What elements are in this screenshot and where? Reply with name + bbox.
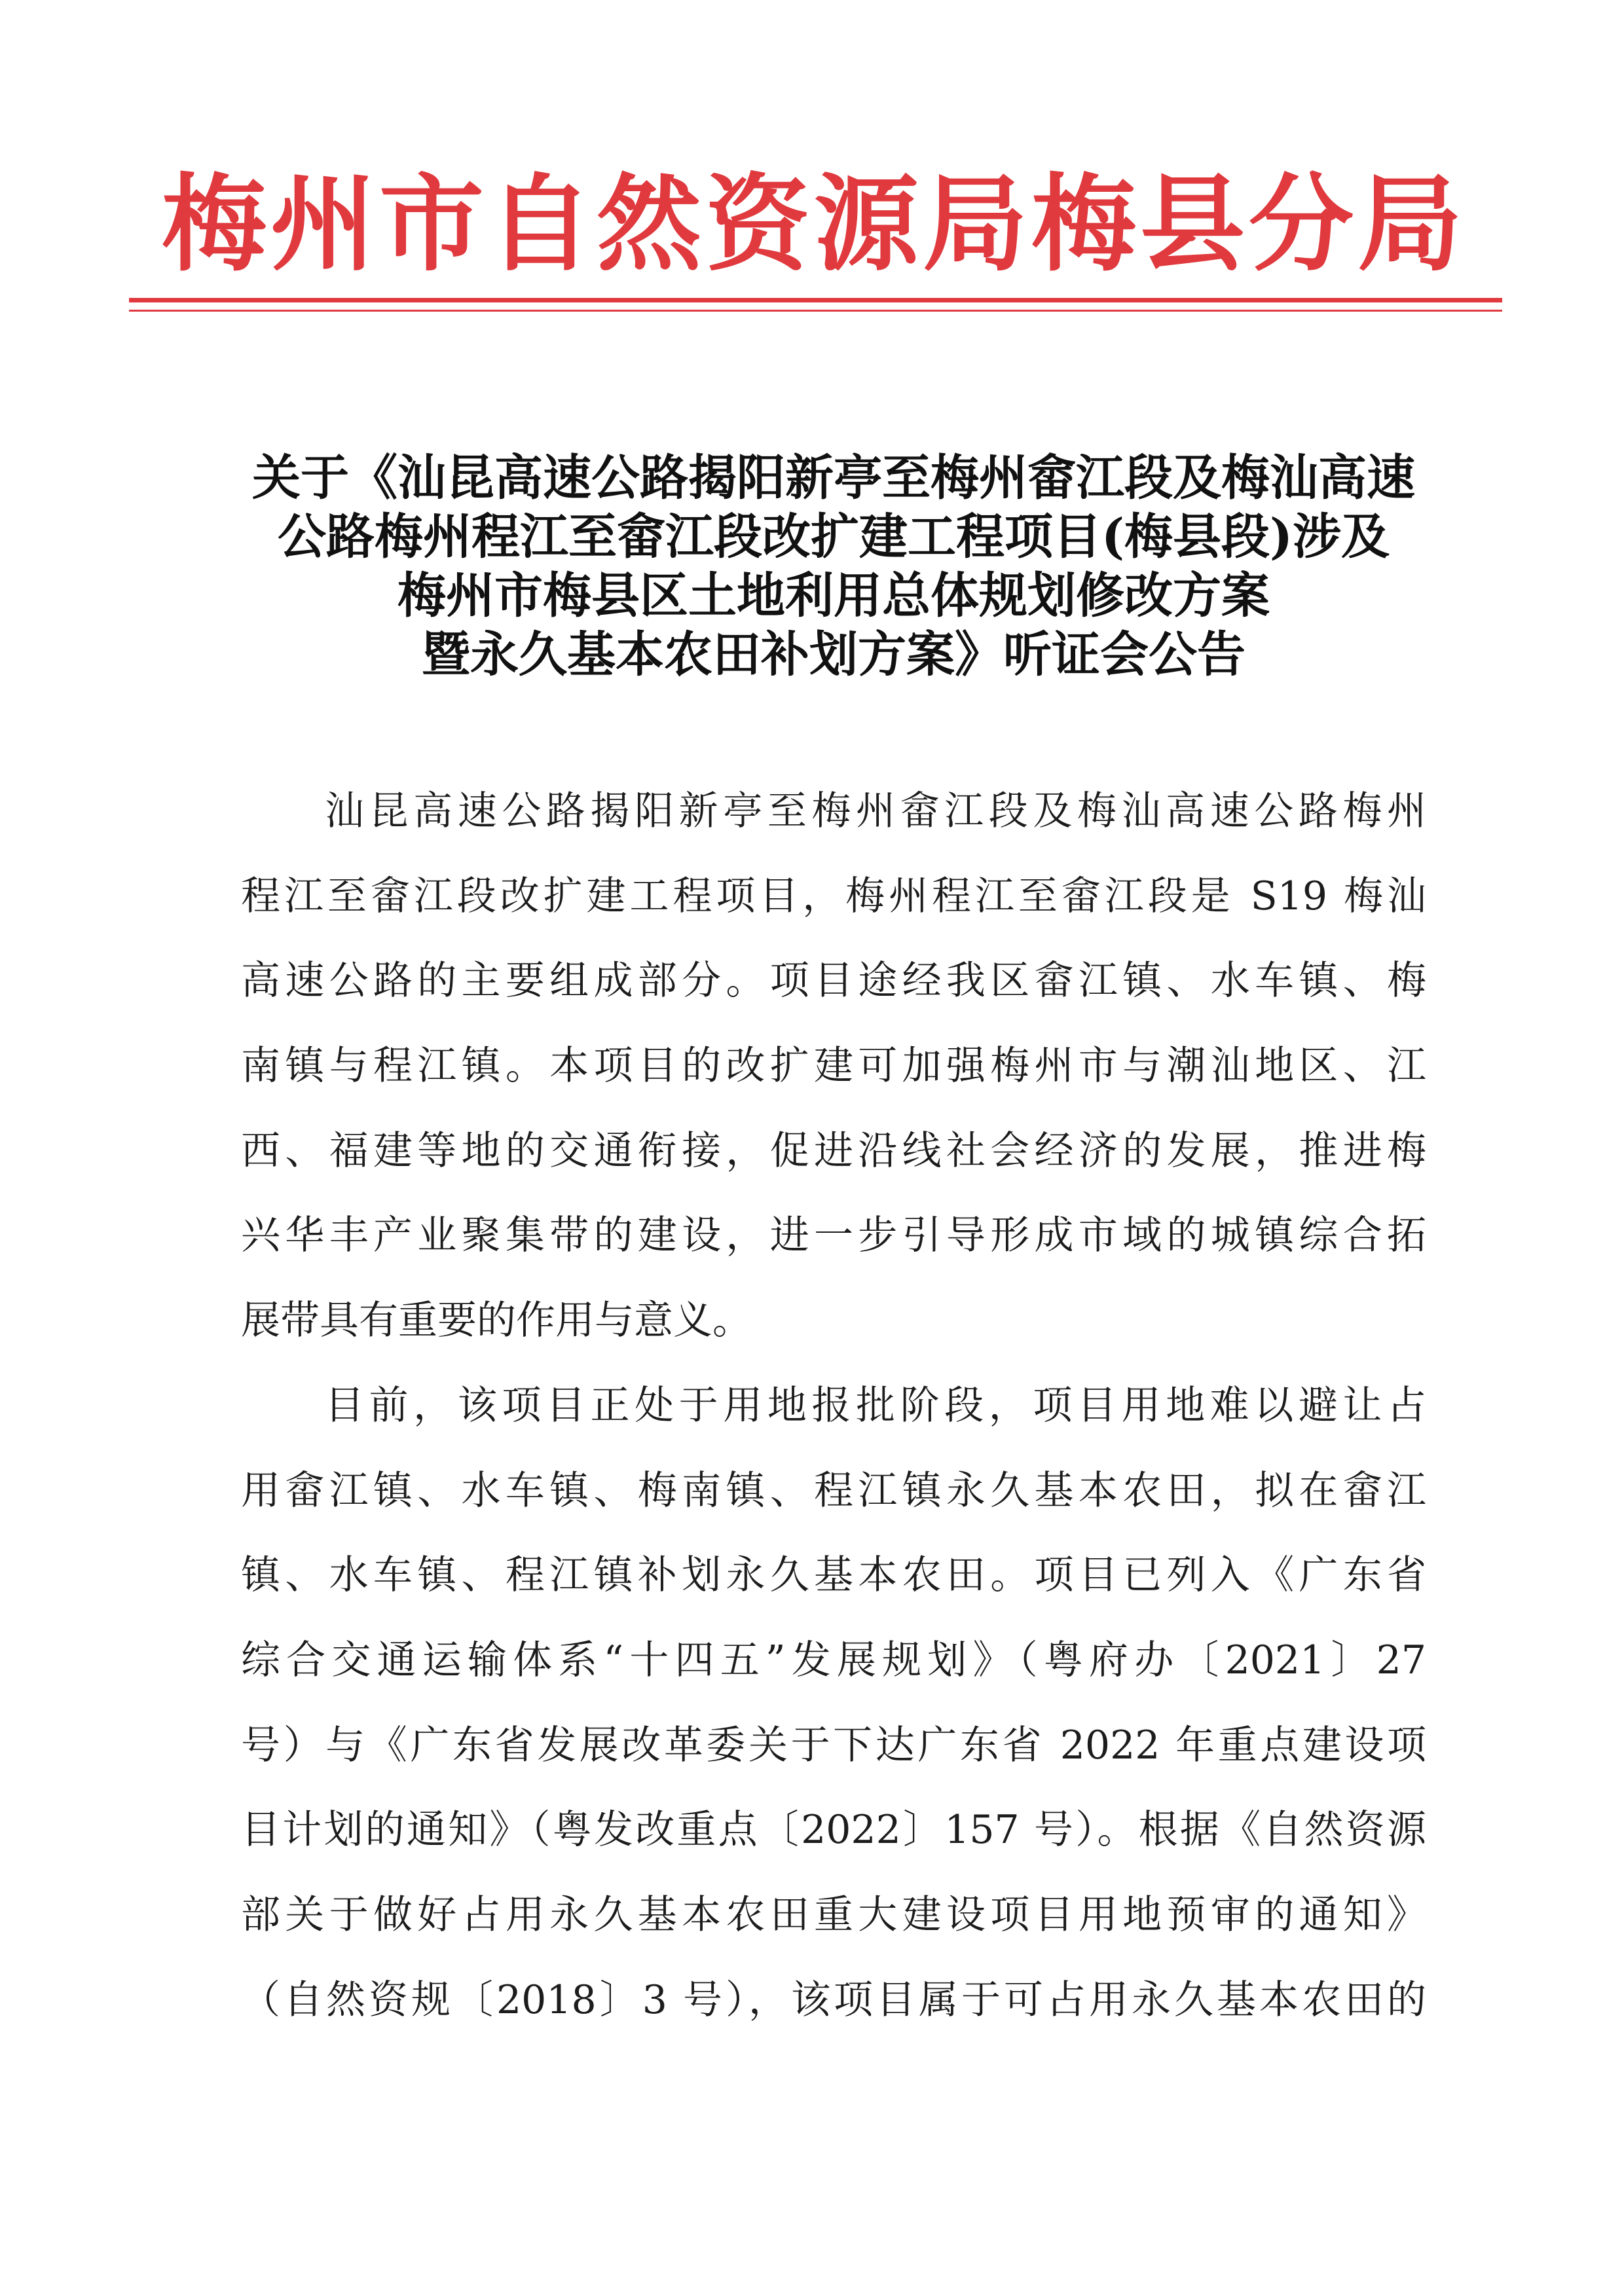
- body-line: 南镇与程江镇。本项目的改扩建可加强梅州市与潮汕地区、江: [241, 1043, 1426, 1089]
- body-line: 汕昆高速公路揭阳新亭至梅州畲江段及梅汕高速公路梅州: [325, 788, 1426, 834]
- body-line: 部关于做好占用永久基本农田重大建设项目用地预审的通知》: [241, 1891, 1426, 1938]
- title-line: 暨永久基本农田补划方案》听证会公告: [422, 627, 1246, 683]
- body-line: 高速公路的主要组成部分。项目途经我区畲江镇、水车镇、梅: [241, 958, 1426, 1004]
- announcement-title: [212, 448, 1456, 684]
- letterhead-rule-thick: [129, 298, 1502, 302]
- body-line: （自然资规〔2018〕3 号），该项目属于可占用永久基本农田的: [241, 1977, 1426, 2023]
- body-line: 程江至畲江段改扩建工程项目，梅州程江至畲江段是 S19 梅汕: [241, 873, 1426, 919]
- title-line: 关于《汕昆高速公路揭阳新亭至梅州畲江段及梅汕高速: [252, 450, 1415, 506]
- body-line: 展带具有重要的作用与意义。: [241, 1298, 752, 1344]
- agency-letterhead: 梅州市自然资源局梅县分局: [161, 162, 1466, 285]
- announcement-body: [241, 769, 1426, 2043]
- body-line: 镇、水车镇、程江镇补划永久基本农田。项目已列入《广东省: [241, 1552, 1426, 1599]
- title-line: 梅州市梅县区土地利用总体规划修改方案: [397, 568, 1270, 624]
- body-line: 目计划的通知》（粤发改重点〔2022〕157 号）。根据《自然资源: [241, 1807, 1426, 1853]
- body-line: 综合交通运输体系“十四五”发展规划》（粤府办〔2021〕27: [241, 1637, 1426, 1683]
- title-line: 公路梅州程江至畲江段改扩建工程项目(梅县段)涉及: [277, 509, 1390, 565]
- body-line: 用畲江镇、水车镇、梅南镇、程江镇永久基本农田，拟在畲江: [241, 1467, 1426, 1514]
- body-paragraph: [241, 769, 1426, 1364]
- body-paragraph: [241, 1364, 1426, 2043]
- body-line: 兴华丰产业聚集带的建设，进一步引导形成市域的城镇综合拓: [241, 1212, 1426, 1259]
- letterhead-rule-thin: [129, 310, 1502, 312]
- body-line: 西、福建等地的交通衔接，促进沿线社会经济的发展，推进梅: [241, 1127, 1426, 1174]
- body-line: 目前，该项目正处于用地报批阶段，项目用地难以避让占: [325, 1382, 1426, 1429]
- body-line: 号）与《广东省发展改革委关于下达广东省 2022 年重点建设项: [241, 1722, 1426, 1768]
